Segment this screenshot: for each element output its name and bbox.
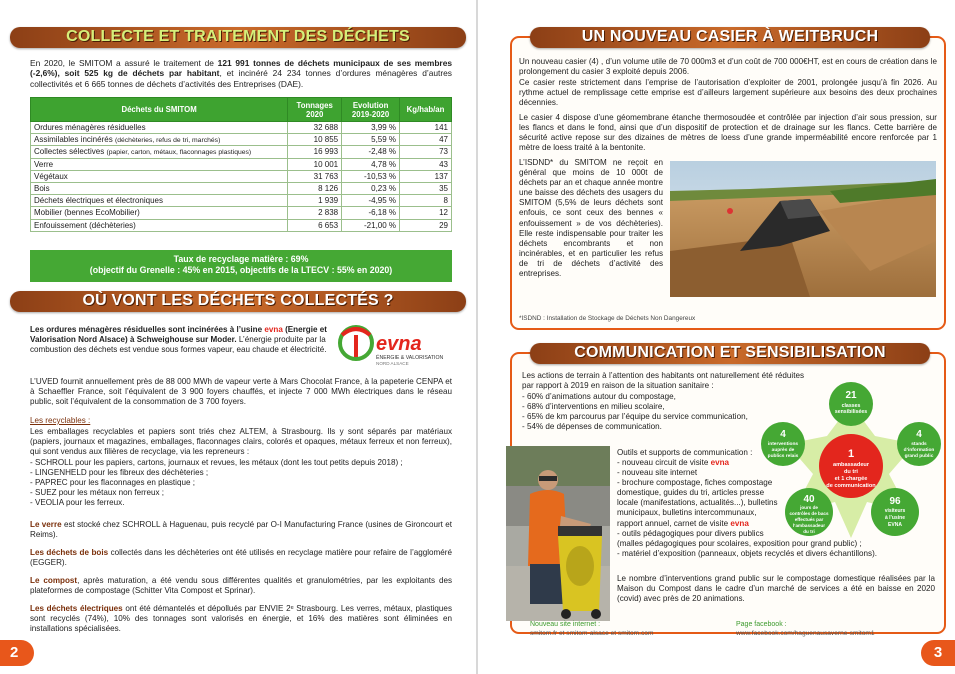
recyclables-paragraph: Les emballages recyclables et papiers sont triés chez ALTEM, à Strasbourg. Ils y sont séparés par matériaux (papiers, journaux et magazines, emballages, flaconnages clairs, colorés et opaques, métaux ferreux et non ferreux), qui sont vendus aux filières de recyclage, via les repreneurs : bbox=[30, 427, 452, 457]
waste-note: (papier, carton, métaux, flaconnages plastiques) bbox=[106, 149, 252, 157]
isdnd-note: *ISDND : Installation de Stockage de Déchets Non Dangereux bbox=[519, 315, 696, 322]
sensibilisation-diagram bbox=[757, 378, 945, 610]
right-l1: stands bbox=[911, 442, 927, 447]
site-label: Nouveau site internet : bbox=[530, 621, 601, 628]
cell-evolution: 4,78 % bbox=[342, 158, 400, 170]
right-num: 4 bbox=[916, 429, 922, 440]
center-l3: et 1 chargée bbox=[834, 476, 868, 482]
outils-title: Outils et supports de communication : bbox=[617, 448, 753, 457]
casier-paragraph-2: Ce casier reste strictement dans l’emprise de l’autorisation d’exploiter de 2001, prolongée jusqu’à fin 2026. Au rythme actuel de remplissage cette emprise est d’ailleurs largement supérieure aux besoins des deux prochaines décennies. bbox=[519, 78, 937, 108]
table-row bbox=[31, 219, 452, 231]
cell-tonnage: 10 001 bbox=[288, 158, 342, 170]
table-row bbox=[31, 158, 452, 170]
recycling-rate: Taux de recyclage matière : 69% bbox=[173, 254, 309, 264]
bois-bold: Les déchets de bois bbox=[30, 548, 109, 557]
elec-bold: Les déchets électriques bbox=[30, 604, 123, 613]
table-row bbox=[31, 134, 452, 146]
bois-paragraph bbox=[30, 548, 452, 568]
elec-paragraph bbox=[30, 604, 452, 634]
cell-kg: 12 bbox=[400, 207, 452, 219]
br-l3: EVNA bbox=[888, 522, 902, 528]
waste-name: Assimilables incinérés bbox=[34, 135, 113, 145]
facebook-label: Page facebook : bbox=[736, 621, 787, 628]
left-page bbox=[0, 0, 477, 674]
banner-collecte-title: COLLECTE ET TRAITEMENT DES DÉCHETS bbox=[66, 28, 410, 45]
list-item: - VEOLIA pour les ferreux. bbox=[30, 498, 125, 508]
waste-name: Mobilier (bennes EcoMobilier) bbox=[34, 208, 140, 218]
left-l1: interventions bbox=[767, 442, 799, 447]
br-num: 96 bbox=[889, 496, 901, 507]
ambassador-photo-image bbox=[506, 446, 610, 621]
evna-logo-icon bbox=[336, 323, 446, 369]
verre-rest: est stocké chez SCHROLL à Haguenau, puis recyclé par O-I Manufacturing France (usines de Gironcourt et Reims). bbox=[30, 520, 452, 540]
list-item: locale (manifestations, actualités...), bulletins bbox=[617, 498, 778, 508]
waste-name: Collectes sélectives bbox=[34, 147, 105, 157]
header-kg: Kg/hab/an bbox=[400, 98, 452, 122]
landfill-photo bbox=[670, 161, 936, 297]
cell-kg: 29 bbox=[400, 219, 452, 231]
repreneurs-list bbox=[30, 458, 452, 508]
verre-paragraph bbox=[30, 520, 452, 540]
om-bold-2: (Energie et Valorisation Nord Alsace) à Schweighouse sur Moder. bbox=[30, 325, 327, 345]
table-row bbox=[31, 146, 452, 158]
compost-rest: , après maturation, a été vendu sous différentes qualités et granulométries, par les exploitants des plateformes de compostage (Schitter Vita Compost et Sprinar). bbox=[30, 576, 453, 596]
header-evolution: Evolution 2019-2020 bbox=[342, 98, 400, 122]
banner-casier-title: UN NOUVEAU CASIER À WEITBRUCH bbox=[581, 28, 879, 45]
intro-post: , et incinéré 24 234 tonnes d’ordures ménagères d’autres collectivités et 6 665 tonnes de déchets d’activités des Entreprises (DAE). bbox=[30, 68, 452, 89]
br-l1: visiteurs bbox=[884, 508, 906, 514]
list-item: - 65% de km parcourus par l’équipe du service communication, bbox=[522, 412, 748, 422]
waste-table bbox=[30, 97, 452, 232]
list-item: - outils pédagogiques pour divers publics bbox=[617, 528, 764, 538]
verre-bold: Le verre bbox=[30, 520, 62, 529]
top-num: 21 bbox=[845, 390, 857, 401]
table-header-row bbox=[31, 98, 452, 122]
waste-name: Déchets électriques et électroniques bbox=[34, 196, 163, 206]
header-tonnages: Tonnages 2020 bbox=[288, 98, 342, 122]
cell-evolution: 0,23 % bbox=[342, 182, 400, 194]
waste-name: Ordures ménagères résiduelles bbox=[34, 123, 146, 133]
waste-note: (déchèteries, refus de tri, marchés) bbox=[114, 137, 221, 145]
bois-rest: collectés dans les déchèteries ont été utilisés en recyclage matière pour refaire de l’aggloméré (EGGER). bbox=[30, 548, 452, 568]
cell-waste-type bbox=[31, 219, 288, 231]
list-item: - PAPREC pour les flaconnages en plastique ; bbox=[30, 478, 195, 488]
waste-name: Végétaux bbox=[34, 171, 68, 181]
cell-waste-type bbox=[31, 122, 288, 134]
cell-waste-type bbox=[31, 195, 288, 207]
uved-paragraph: L’UVED fournit annuellement près de 88 000 MWh de vapeur verte à Mars Chocolat France, à la papeterie CENPA et à Schaeffler France, soit l’équivalent de 3 900 foyers chauffés, et injecte 7 000 MWh électriques dans le réseau public, soit l’équivalent de la consommation de 3 700 foyers. bbox=[30, 377, 452, 407]
cell-waste-type bbox=[31, 207, 288, 219]
ambassador-photo bbox=[506, 446, 610, 621]
intro-pre: En 2020, le SMITOM a assuré le traitement de bbox=[30, 58, 218, 68]
page-number-right: 3 bbox=[921, 640, 955, 666]
casier-paragraph-1: Un nouveau casier (4) , d’un volume utile de 70 000m3 et d’un coût de 700 000€HT, est en cours de création dans le prolongement du casier 3 exploité depuis 2006. bbox=[519, 57, 937, 77]
cell-waste-type bbox=[31, 134, 288, 146]
waste-name: Bois bbox=[34, 184, 50, 194]
table-row bbox=[31, 122, 452, 134]
top-l1: classes bbox=[841, 403, 861, 409]
list-item: - brochure compostage, fiches compostage bbox=[617, 478, 773, 488]
left-l2: auprès de bbox=[771, 448, 795, 453]
cell-evolution: 5,59 % bbox=[342, 134, 400, 146]
center-l2: du tri bbox=[844, 469, 858, 475]
list-item: - 60% d’animations autour du compostage, bbox=[522, 392, 676, 401]
om-rest: L’énergie produite par la combustion des déchets est vendue sous formes vapeur, eau chaude et électricité. bbox=[30, 335, 327, 355]
list-item: - 54% de dépenses de communication. bbox=[522, 422, 662, 432]
logo-sub-1: ÉNERGIE & VALORISATION bbox=[376, 355, 444, 361]
cell-tonnage: 6 653 bbox=[288, 219, 342, 231]
cell-evolution: 3,99 % bbox=[342, 122, 400, 134]
cell-waste-type bbox=[31, 170, 288, 182]
top-l2: sensibilisées bbox=[834, 409, 868, 415]
cell-evolution: -4,95 % bbox=[342, 195, 400, 207]
cell-kg: 35 bbox=[400, 182, 452, 194]
banner-collecte bbox=[10, 27, 466, 48]
list-item: - SUEZ pour les métaux non ferreux ; bbox=[30, 488, 165, 498]
list-item: - 68% d’interventions en milieu scolaire, bbox=[522, 402, 665, 412]
cell-tonnage: 2 838 bbox=[288, 207, 342, 219]
list-item: - SCHROLL pour les papiers, cartons, journaux et revues, les métaux (dont les tout petits depuis 2018) ; bbox=[30, 458, 403, 467]
cell-tonnage: 16 993 bbox=[288, 146, 342, 158]
landfill-photo-image bbox=[670, 161, 936, 297]
left-l3: publics relais bbox=[767, 454, 799, 459]
om-evna: evna bbox=[264, 325, 283, 334]
banner-communication bbox=[530, 343, 930, 364]
casier-paragraph-3: Le casier 4 dispose d’une géomembrane étanche thermosoudée et contrôlée par injection d’air sous pression, sur les flancs et dans le fond, ainsi que d’un dispositif de protection et de drainage sur les flancs. Cette barrière de sécurité active repose sur des dizaines de mètres de loess d’une grande imperméabilité encore renforcée par 1 mètre de loess traité à la bentonite. bbox=[519, 113, 937, 153]
cell-kg: 141 bbox=[400, 122, 452, 134]
table-row bbox=[31, 170, 452, 182]
cell-tonnage: 8 126 bbox=[288, 182, 342, 194]
bl-l2: contrôles de bacs bbox=[789, 511, 829, 516]
outils-item-text: rapport annuel, carnet de visite bbox=[617, 518, 731, 528]
bl-num: 40 bbox=[803, 494, 815, 505]
cell-kg: 43 bbox=[400, 158, 452, 170]
outils-item-text: - nouveau circuit de visite bbox=[617, 458, 711, 467]
center-l4: de communication bbox=[826, 483, 876, 489]
right-l3: grand public bbox=[904, 454, 934, 459]
site-value[interactable]: smitom.fr et smitom-alsace et smitom.com bbox=[530, 630, 654, 637]
cell-evolution: -2,48 % bbox=[342, 146, 400, 158]
cell-evolution: -21,00 % bbox=[342, 219, 400, 231]
recycling-rate-box bbox=[30, 250, 452, 282]
center-num: 1 bbox=[847, 448, 855, 460]
list-item: (malles pédagogiques pour scolaires, exposition pour grand public) ; bbox=[617, 538, 862, 548]
intro-bold: 121 991 tonnes de déchets municipaux de ses membres (-2,6%), soit 525 kg de déchets par habitant bbox=[30, 58, 453, 79]
banner-casier bbox=[530, 27, 930, 48]
table-row bbox=[31, 195, 452, 207]
cell-waste-type bbox=[31, 158, 288, 170]
header-dechets: Déchets du SMITOM bbox=[31, 98, 288, 122]
bl-l1: jours de bbox=[800, 505, 818, 510]
banner-communication-title: COMMUNICATION ET SENSIBILISATION bbox=[574, 344, 886, 361]
list-item: - LINGENHELD pour les fibreux des déchèteries ; bbox=[30, 468, 209, 478]
recyclables-title: Les recyclables : bbox=[30, 416, 91, 425]
cell-waste-type bbox=[31, 182, 288, 194]
recycling-objectives: (objectif du Grenelle : 45% en 2015, objectifs de la LTECV : 55% en 2020) bbox=[89, 265, 393, 275]
compost-paragraph bbox=[30, 576, 452, 596]
table-row bbox=[31, 207, 452, 219]
sensibilisation-diagram-svg bbox=[757, 378, 945, 610]
right-l2: d’information bbox=[903, 448, 935, 453]
cell-kg: 137 bbox=[400, 170, 452, 182]
banner-ou-vont-title: OÙ VONT LES DÉCHETS COLLECTÉS ? bbox=[82, 292, 394, 309]
list-item: - matériel d’exposition (panneaux, objets recyclés et divers échantillons). bbox=[617, 548, 878, 558]
outils-evna-2: evna bbox=[730, 518, 749, 528]
cell-tonnage: 1 939 bbox=[288, 195, 342, 207]
evna-logo bbox=[336, 323, 446, 369]
compost-bold: Le compost bbox=[30, 576, 78, 585]
bl-l3: effectués par bbox=[794, 517, 824, 522]
left-num: 4 bbox=[780, 429, 786, 440]
center-l1: ambassadeur bbox=[832, 462, 870, 468]
facebook-value[interactable]: www.facebook.com/haguenausaverne-smitom1 bbox=[736, 630, 875, 637]
cell-waste-type bbox=[31, 146, 288, 158]
banner-ou-vont bbox=[10, 291, 466, 312]
cell-kg: 47 bbox=[400, 134, 452, 146]
table-row bbox=[31, 182, 452, 194]
cell-tonnage: 32 688 bbox=[288, 122, 342, 134]
bl-l5: du tri bbox=[803, 529, 815, 534]
logo-word: evna bbox=[376, 333, 422, 355]
list-item: - nouveau site internet bbox=[617, 468, 698, 478]
page-number-left: 2 bbox=[0, 640, 34, 666]
om-paragraph bbox=[30, 325, 332, 355]
list-item: domestique, guides du tri, articles presse bbox=[617, 488, 765, 498]
cell-kg: 73 bbox=[400, 146, 452, 158]
cell-tonnage: 10 855 bbox=[288, 134, 342, 146]
outils-evna-1: evna bbox=[710, 458, 730, 467]
waste-name: Verre bbox=[34, 159, 54, 169]
om-bold-1: Les ordures ménagères résiduelles sont incinérées à l’usine bbox=[30, 325, 265, 334]
elec-rest: ont été démantelés et dépollués par ENVIE 2ᵉ Strasbourg. Les verres, métaux, plastiques sont recyclés (74%), 10% des tonnages sont valorisés en énergie, et 16% des matières sont éliminées en installations spécialisées. bbox=[30, 604, 452, 634]
animations-paragraph: Le nombre d’interventions grand public sur le compostage domestique réalisées par la Maison du Compost dans le cadre d’un marché de services a été en baisse en 2020 (covid) avec près de 20 animations. bbox=[617, 574, 935, 604]
br-l2: à l’usine bbox=[884, 515, 906, 521]
cell-tonnage: 31 763 bbox=[288, 170, 342, 182]
list-item: municipaux, bulletins intercommunaux, bbox=[617, 508, 757, 518]
casier-paragraph-4: L’ISDND* du SMITOM ne reçoit en général que moins de 10 000t de déchets par an et chaque année montre une baisse des déchets des usagers du SMITOM (5,5% de leurs déchets sont enfouis, ce sont ceux des bennes « enfouissement » de vos déchèteries). Elle reste indispensable pour traiter les déchets encombrants et non incinérables, et en particulier les refus de tri de déchets d’activité des entreprises. bbox=[519, 158, 663, 279]
cell-evolution: -6,18 % bbox=[342, 207, 400, 219]
comm-intro: Les actions de terrain à l’attention des habitants ont naturellement été réduites par rapport à 2019 en raison de la situation sanitaire : bbox=[522, 371, 804, 391]
bl-l4: l’ambassadeur bbox=[792, 523, 826, 528]
logo-sub-2: NORD ALSACE bbox=[376, 361, 409, 366]
intro-paragraph bbox=[30, 58, 452, 89]
cell-evolution: -10,53 % bbox=[342, 170, 400, 182]
cell-kg: 8 bbox=[400, 195, 452, 207]
waste-name: Enfouissement (déchèteries) bbox=[34, 220, 136, 230]
